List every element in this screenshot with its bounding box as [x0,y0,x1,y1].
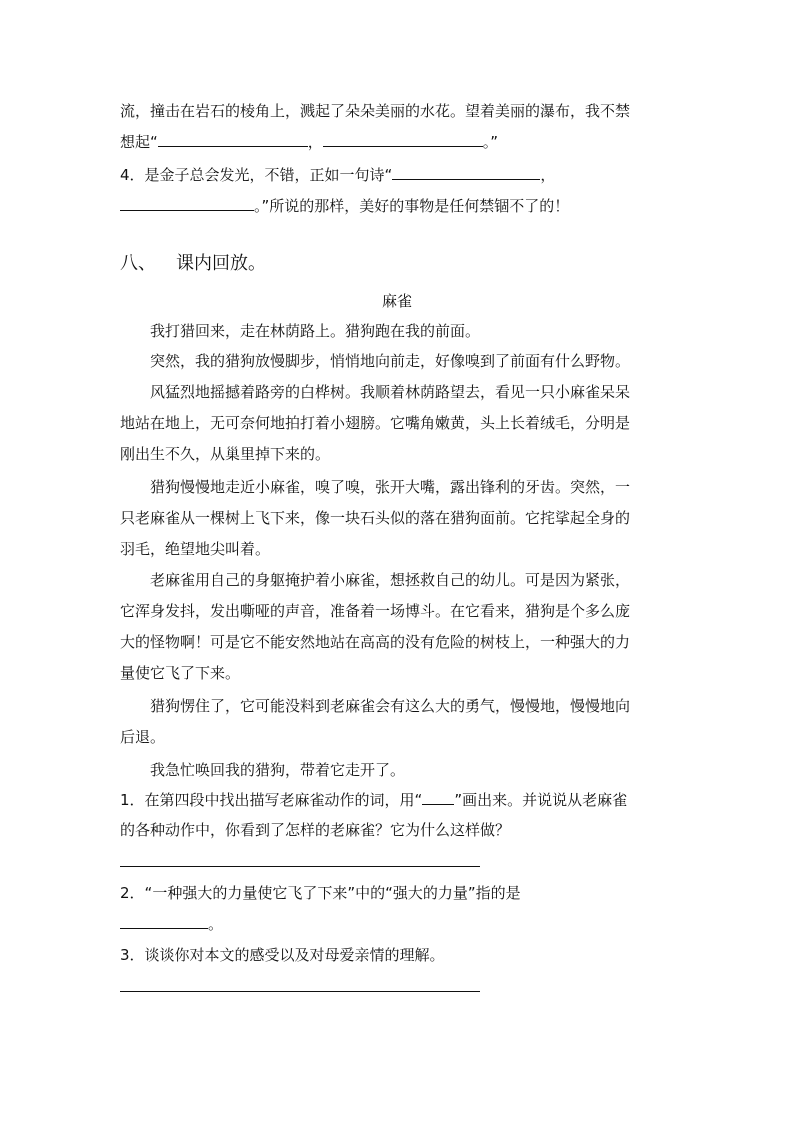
paragraph-line: 老麻雀用自己的身躯掩护着小麻雀，想拯救自己的幼儿。可是因为紧张， [150,571,631,589]
text-segment: ”画出来。并说说从老麻雀 [454,791,628,809]
text-segment: ， [540,166,556,184]
answer-line[interactable] [120,991,480,992]
paragraph-line: 突然，我的猎狗放慢脚步，悄悄地向前走，好像嗅到了前面有什么野物。 [150,352,631,370]
text-segment: 想起“ [120,133,158,151]
paragraph-line: 大的怪物啊！可是它不能安然地站在高高的没有危险的树枝上，一种强大的力 [120,633,631,651]
text-segment: 。”所说的那样，美好的事物是任何禁锢不了的！ [254,197,570,215]
paragraph-line: 只老麻雀从一棵树上飞下来，像一块石头似的落在猎狗面前。它挓挲起全身的 [120,509,631,527]
paragraph-line: 刚出生不久，从巢里掉下来的。 [120,445,331,463]
question-4 [120,164,555,186]
answer-blank[interactable] [120,914,208,929]
section-heading [120,252,266,276]
paragraph-line: 它浑身发抖，发出嘶哑的声音，准备着一场博斗。在它看来，猎狗是个多么庞 [120,602,631,620]
fill-in-line [120,131,498,153]
paragraph-line: 我急忙唤回我的猎狗，带着它走开了。 [150,761,406,779]
text-segment: ， [307,133,323,151]
question-2: 2．“一种强大的力量使它飞了下来”中的“强大的力量”指的是 [120,884,521,902]
text-segment: 。” [482,133,499,151]
paragraph-line: 风猛烈地摇撼着路旁的白桦树。我顺着林荫路望去，看见一只小麻雀呆呆 [150,383,631,401]
paragraph-line: 地站在地上，无可奈何地拍打着小翅膀。它嘴角嫩黄，头上长着绒毛，分明是 [120,414,631,432]
question-2-cont [120,913,223,935]
question-3: 3．谈谈你对本文的感受以及对母爱亲情的理解。 [120,946,445,964]
text-segment: 1．在第四段中找出描写老麻雀动作的词，用“ [120,791,423,809]
paragraph-line: 量使它飞了下来。 [120,664,241,682]
question-1 [120,789,627,811]
question-1-cont: 的各种动作中，你看到了怎样的老麻雀？它为什么这样做？ [120,821,511,839]
answer-blank[interactable] [422,790,454,805]
section-number: 八、 [120,253,156,274]
paragraph-line: 后退。 [120,728,166,746]
passage-title: 麻雀 [381,292,412,310]
text-segment: 4．是金子总会发光，不错，正如一句诗“ [120,166,393,184]
question-4-cont [120,195,569,217]
answer-line[interactable] [120,866,480,867]
answer-blank[interactable] [158,132,308,147]
paragraph-line: 猎狗慢慢地走近小麻雀，嗅了嗅，张开大嘴，露出锋利的牙齿。突然，一 [150,478,631,496]
section-title: 课内回放。 [176,253,266,274]
answer-blank[interactable] [323,132,483,147]
paragraph-line: 猎狗愣住了，它可能没料到老麻雀会有这么大的勇气，慢慢地，慢慢地向 [150,697,631,715]
text-line: 流，撞击在岩石的棱角上，溅起了朵朵美丽的水花。望着美丽的瀑布，我不禁 [120,102,631,120]
paragraph-line: 我打猎回来，走在林荫路上。猎狗跑在我的前面。 [150,322,481,340]
paragraph-line: 羽毛，绝望地尖叫着。 [120,540,271,558]
answer-blank[interactable] [120,196,254,211]
answer-blank[interactable] [392,165,540,180]
text-segment: 。 [208,915,224,933]
